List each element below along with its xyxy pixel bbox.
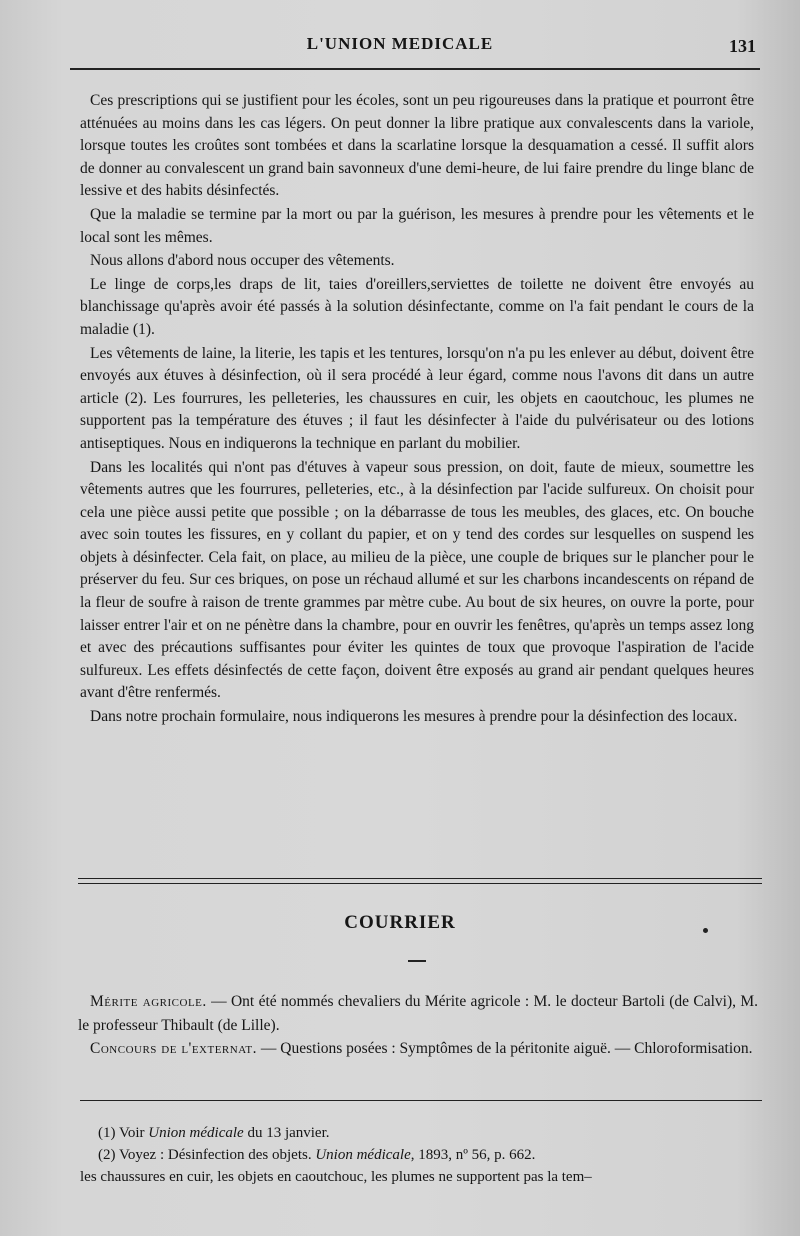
paragraph: Le linge de corps,les draps de lit, taies d'oreillers,serviettes de toilette ne doivent être envoyés au blanchissage qu'après avoir été passés à la solution désinfectante, comme on l'a fait pendant le cours de la maladie (1). [80,275,754,338]
journal-title: Union médicale [315,1147,411,1163]
article-body [80,90,754,729]
footnote: (2) Voyez : Désinfection des objets. Union médicale, 1893, nº 56, p. 662. [98,1147,536,1163]
footnote-number: (1) [98,1125,116,1141]
courrier-item-text: — Ont été nommés chevaliers du Mérite agricole : M. le docteur Bartoli (de Calvi), M. le professeur Thibault (de Lille). [78,993,759,1034]
page-number: 131 [729,36,756,56]
paragraph: Dans notre prochain formulaire, nous indiquerons les mesures à prendre pour la désinfection des locaux. [90,708,738,726]
courrier-item-text: — Questions posées : Symptômes de la péritonite aiguë. — Chloroformisation. [257,1040,753,1057]
footer-continuation: les chaussures en cuir, les objets en caoutchouc, les plumes ne supportent pas la tem– [80,1169,592,1185]
journal-title: Union médicale [148,1125,244,1141]
courrier-item-lead: Concours de l'externat. [90,1040,258,1057]
bullet-mark [703,928,708,933]
header-rule [70,68,760,70]
paragraph: Dans les localités qui n'ont pas d'étuves à vapeur sous pression, on doit, faute de mieux, soumettre les vêtements autres que les fourrures, pelleteries, etc., à la désinfection par l'acide sulfureux. On choisit pour cela une pièce aussi petite que possible ; on la débarrasse de tous les meubles, des glaces, etc. On bouche avec soin toutes les fissures, en y collant du papier, et on y tend des cordes sur lesquelles on suspend les objets à désinfecter. Cela fait, on place, au milieu de la pièce, une couple de briques sur le plancher pour le préserver du feu. Sur ces briques, on pose un réchaud allumé et sur les charbons incandescents on répand de la fleur de soufre à raison de trente grammes par mètre cube. Au bout de six heures, on ouvre la porte, pour laisser entrer l'air et on ne pénètre dans la chambre, pour en ouvrir les fenêtres, qu'après un temps assez long et avec des précautions suffisantes pour éviter les quintes de toux que provoque l'aspiration de l'acide sulfureux. Les effets désinfectés de cette façon, doivent être exposés au grand air pendant quelques heures avant d'être renfermés. [80,458,754,702]
footnote-rule [80,1100,762,1101]
courrier-item [78,1037,758,1061]
paragraph: Ces prescriptions qui se justifient pour les écoles, sont un peu rigoureuses dans la pratique et pourront être atténuées au moins dans les cas légers. On peut donner la libre pratique aux convalescents dans la variole, lorsque toutes les croûtes sont tombées et dans la scarlatine lorsque la desquamation a cessé. Il suffit alors de donner au convalescent un grand bain savonneux d'une demi-heure, de lui faire prendre du linge blanc de lessive et des habits désinfectés. [80,92,754,200]
section-divider [78,878,762,884]
paragraph: Que la maladie se termine par la mort ou par la guérison, les mesures à prendre pour les vêtements et le local sont les mêmes. [80,205,754,246]
page-header [0,32,800,62]
courrier-list [78,990,758,1061]
running-title: L'UNION MEDICALE [306,34,494,53]
footnote: (1) Voir Union médicale du 13 janvier. [98,1125,330,1141]
title-dash [408,960,426,962]
courrier-item [78,990,758,1037]
paragraph: Les vêtements de laine, la literie, les tapis et les tentures, lorsqu'on n'a pu les enlever au début, doivent être envoyés aux étuves à désinfection, où il sera procédé à leur égard, comme nous l'avons dit dans un autre article (2). Les fourrures, les pelleteries, les chaussures en cuir, les objets en caoutchouc, les plumes ne supportent pas la température des étuves ; il faut les désinfecter à l'aide du pulvérisateur ou des lotions antiseptiques. Nous en indiquerons la technique en parlant du mobilier. [80,344,754,452]
footnotes [80,1122,760,1188]
section-title: COURRIER [344,912,456,933]
courrier-item-lead: Mérite agricole. [90,993,207,1010]
paragraph: Nous allons d'abord nous occuper des vêtements. [90,252,395,270]
footnote-number: (2) [98,1147,116,1163]
